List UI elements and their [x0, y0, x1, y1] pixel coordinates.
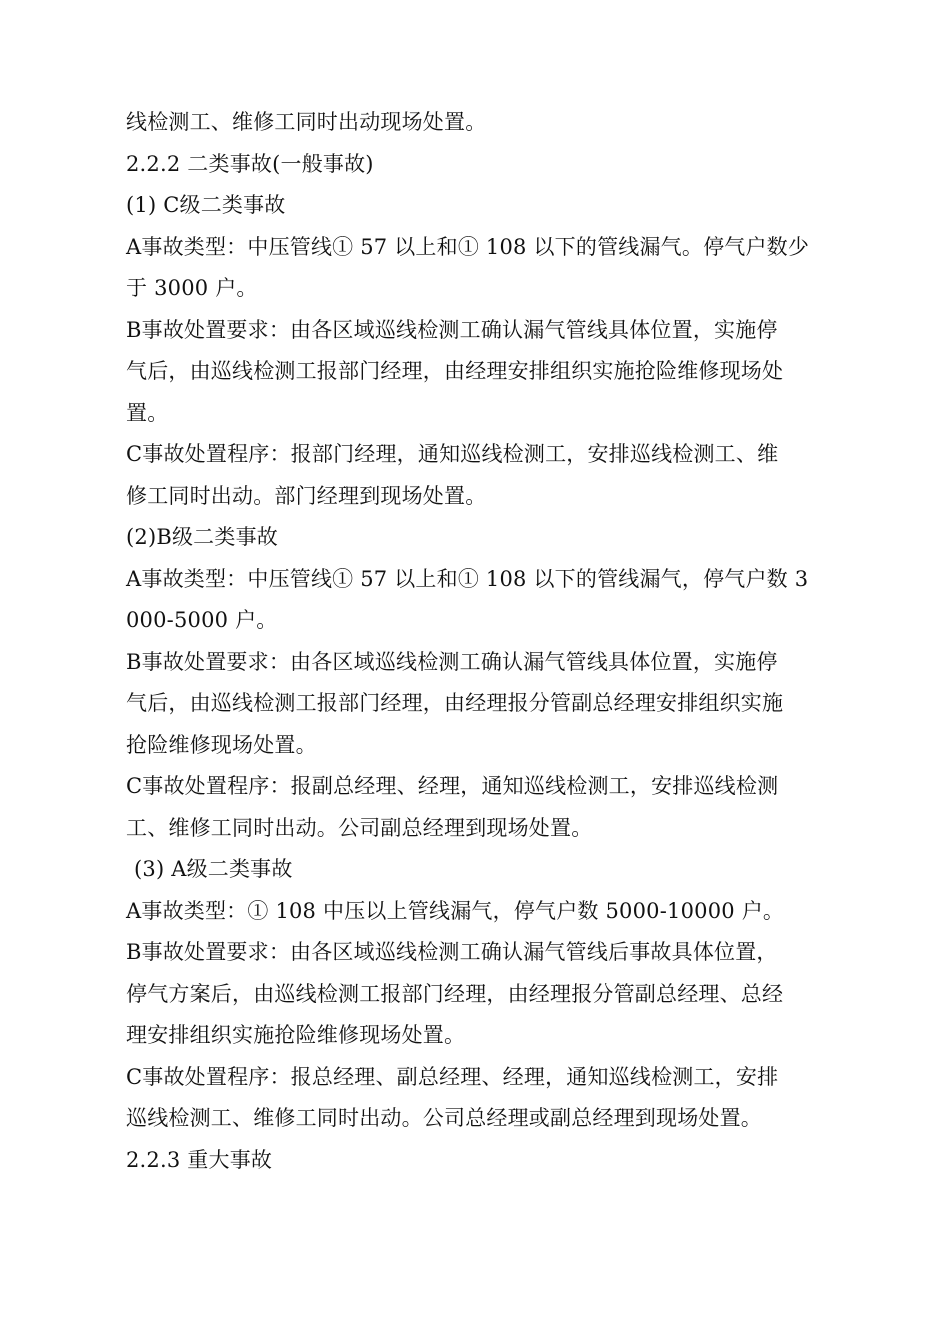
text-line: B事故处置要求：由各区域巡线检测工确认漏气管线后事故具体位置，	[126, 940, 778, 964]
text-line: B事故处置要求：由各区域巡线检测工确认漏气管线具体位置，实施停	[126, 649, 778, 674]
section-heading-2-2-2: 2.2.2 二类事故(一般事故)	[126, 151, 374, 176]
text-line: 理安排组织实施抢险维修现场处置。	[126, 1023, 466, 1047]
text-line: 气后，由巡线检测工报部门经理，由经理报分管副总经理安排组织实施	[126, 691, 784, 715]
text-line: A事故类型：① 108 中压以上管线漏气，停气户数 5000-10000 户。	[126, 898, 785, 923]
subsection-heading-b-level: (2)B级二类事故	[126, 525, 278, 549]
text-line: 抢险维修现场处置。	[126, 732, 317, 757]
subsection-heading-c-level: (1) C级二类事故	[126, 193, 286, 217]
text-line: 于 3000 户。	[126, 276, 258, 300]
text-line: A事故类型：中压管线① 57 以上和① 108 以下的管线漏气。停气户数少	[126, 234, 810, 259]
text-line: 修工同时出动。部门经理到现场处置。	[126, 483, 487, 508]
subsection-heading-a-level: (3) A级二类事故	[134, 857, 293, 881]
text-line: 置。	[126, 400, 169, 425]
text-line: 停气方案后，由巡线检测工报部门经理，由经理报分管副总经理、总经	[126, 981, 784, 1006]
text-line: 000-5000 户。	[126, 608, 278, 632]
text-line: 巡线检测工、维修工同时出动。公司总经理或副总经理到现场处置。	[126, 1106, 762, 1130]
document-body	[126, 102, 856, 1181]
text-line: C事故处置程序：报副总经理、经理，通知巡线检测工，安排巡线检测	[126, 774, 779, 798]
text-line: 线检测工、维修工同时出动现场处置。	[126, 110, 487, 134]
text-line: C事故处置程序：报部门经理，通知巡线检测工，安排巡线检测工、维	[126, 442, 779, 466]
text-line: 工、维修工同时出动。公司副总经理到现场处置。	[126, 815, 593, 840]
text-line: C事故处置程序：报总经理、副总经理、经理，通知巡线检测工，安排	[126, 1064, 779, 1089]
section-heading-2-2-3: 2.2.3 重大事故	[126, 1147, 273, 1172]
text-line: 气后，由巡线检测工报部门经理，由经理安排组织实施抢险维修现场处	[126, 359, 784, 383]
text-line: B事故处置要求：由各区域巡线检测工确认漏气管线具体位置，实施停	[126, 317, 778, 342]
text-line: A事故类型：中压管线① 57 以上和① 108 以下的管线漏气，停气户数 3	[126, 566, 809, 591]
